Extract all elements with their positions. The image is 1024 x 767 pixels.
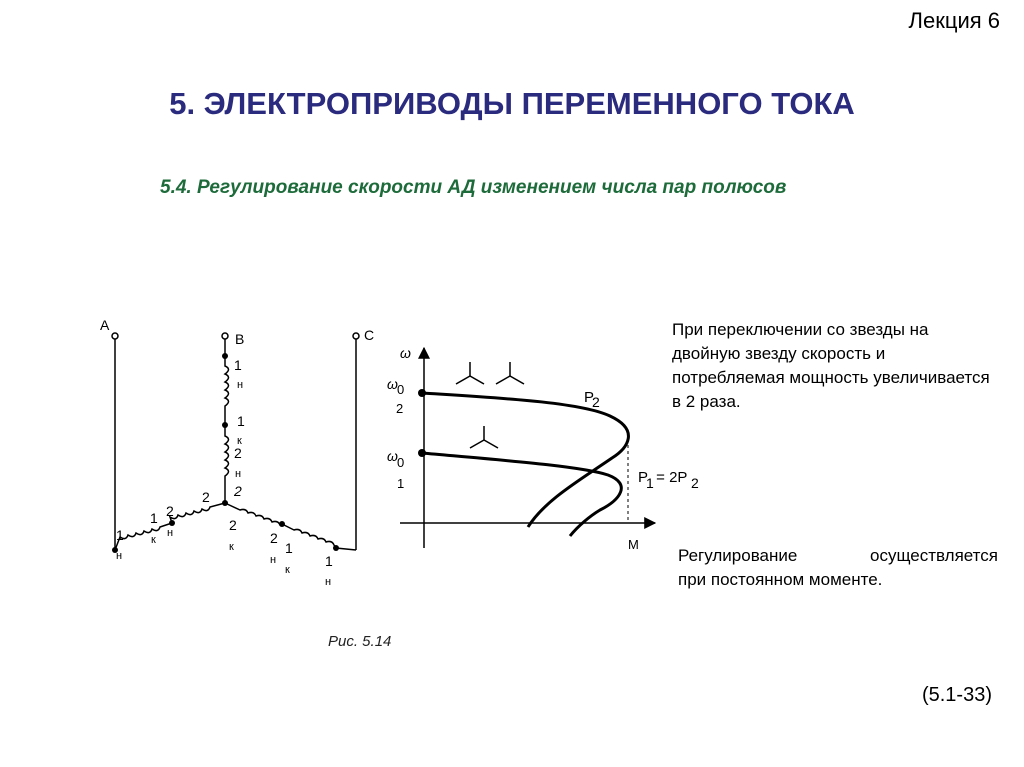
double-star-icon — [456, 362, 524, 384]
star-icon — [470, 426, 498, 448]
node-a-mid — [169, 520, 175, 526]
page-title: 5. ЭЛЕКТРОПРИВОДЫ ПЕРЕМЕННОГО ТОКА — [169, 86, 855, 121]
x-axis-label: M — [628, 537, 639, 552]
coil-label: 1 — [116, 527, 124, 543]
node-b-top — [222, 353, 228, 359]
text-switching-note: При переключении со звезды на двойную звезду скорость и потребляемая мощность увеличивается в 2 раза. — [672, 320, 990, 411]
coil-sub: н — [116, 550, 123, 562]
lecture-label: Лекция 6 — [908, 8, 1000, 33]
omega01-sub: 0 — [397, 455, 405, 470]
coil-label: 1 — [237, 413, 245, 429]
p2-label: P — [584, 389, 595, 406]
coil-label: 2 — [202, 489, 210, 505]
coil-label: 1 — [325, 553, 333, 569]
coil-label: 1 — [285, 540, 293, 556]
circuit-labels — [100, 317, 374, 588]
coil-label: 1 — [150, 510, 158, 526]
relation-sub2: 2 — [691, 475, 699, 491]
coil-sub: к — [285, 564, 290, 576]
coil-label: 1 — [234, 357, 242, 373]
coil-sub: н — [325, 576, 332, 588]
coil-label: 2 — [234, 483, 242, 499]
regulation-line1: Регулирование осуществляется — [678, 546, 998, 565]
text-regulation-note — [678, 544, 998, 592]
coil-label: 2 — [166, 503, 174, 519]
formula-reference: (5.1-33) — [921, 684, 992, 706]
coil-sub: н — [270, 554, 277, 566]
coil-label: 2 — [229, 517, 237, 533]
coil-sub: н — [237, 379, 244, 391]
coil-sub: к — [229, 541, 234, 553]
coil-sub: н — [167, 527, 174, 539]
phase-c-label: C — [364, 327, 375, 343]
curve-double-star — [422, 393, 628, 527]
omega02-label: ω — [387, 376, 398, 392]
figure-caption: Рис. 5.14 — [328, 633, 392, 650]
node-c-end — [333, 545, 339, 551]
p2-sub: 2 — [592, 394, 600, 410]
relation-mid: = 2P — [652, 469, 688, 486]
omega02-index: 2 — [396, 401, 404, 416]
point-omega02 — [418, 389, 426, 397]
y-axis-label: ω — [400, 345, 411, 361]
coil-label: 2 — [270, 530, 278, 546]
coil-sub: к — [237, 435, 242, 447]
phase-b-label: B — [235, 331, 245, 347]
coil-sub: н — [235, 468, 242, 480]
coil-sub: к — [151, 534, 156, 546]
omega02-sub: 0 — [397, 382, 405, 397]
regulation-line2: при постоянном моменте. — [678, 570, 883, 589]
omega01-index: 1 — [397, 476, 405, 491]
section-subtitle: 5.4. Регулирование скорости АД изменением числа пар полюсов — [160, 177, 787, 198]
relation-sub1: 1 — [646, 475, 654, 491]
characteristic-graph — [387, 345, 699, 552]
phase-a-label: A — [100, 317, 110, 333]
node-b-mid — [222, 422, 228, 428]
node-center — [222, 500, 228, 506]
point-omega01 — [418, 449, 426, 457]
relation-p1: P — [638, 469, 649, 486]
coil-label: 2 — [234, 445, 242, 461]
omega01-label: ω — [387, 448, 398, 464]
node-c-mid — [279, 521, 285, 527]
